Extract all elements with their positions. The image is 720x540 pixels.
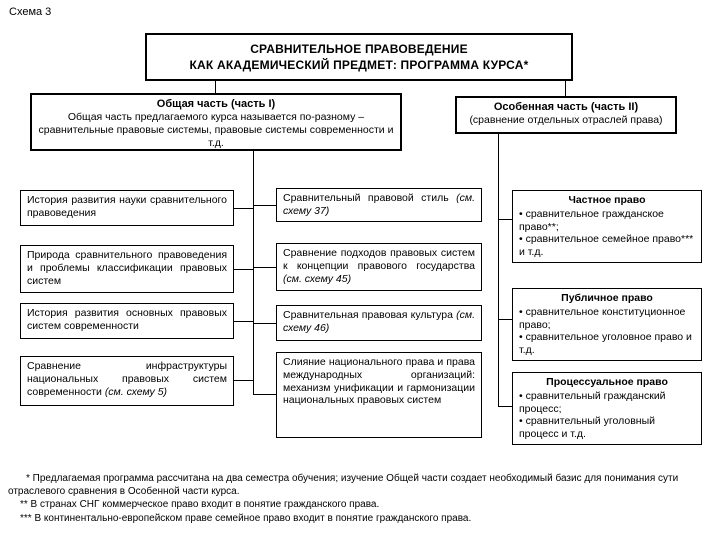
- scheme-reference: (см. схему 5): [104, 385, 168, 398]
- general-part-heading: Общая часть (часть I): [156, 98, 276, 110]
- connector-middle-branch-4: [253, 394, 276, 395]
- special-part-body: (сравнение отдельных отраслей права): [469, 114, 663, 127]
- branch-title: Частное право: [568, 194, 646, 206]
- branch-box-public-law: [512, 288, 702, 361]
- connector-left-branch-2: [234, 269, 253, 270]
- connector-general-spine: [253, 151, 254, 394]
- connector-left-branch-4: [234, 380, 253, 381]
- branch-title: Процессуальное право: [546, 376, 668, 388]
- branch-box-private-law: [512, 190, 702, 263]
- connector-left-branch-3: [234, 321, 253, 322]
- scheme-reference: (см. схему 37): [283, 192, 476, 217]
- topic-text: История развития науки сравнительного правоведения: [27, 194, 227, 219]
- theme-box-unification: [276, 352, 482, 438]
- topic-text: Природа сравнительного правоведения и проблемы классификации правовых систем: [27, 249, 227, 287]
- connector-right-branch-2: [498, 319, 512, 320]
- footnote-1: * Предлагаемая программа рассчитана на два семестра обучения; изучение Общей части создает необходимый базис для понимания сути отраслевого сравнения в Особенной части курса.: [8, 473, 679, 498]
- theme-box-legal-style: [276, 188, 482, 222]
- topic-text: Сравнение инфраструктуры национальных правовых систем современности: [27, 360, 227, 398]
- footnotes: [8, 472, 712, 525]
- theme-box-legal-culture: [276, 305, 482, 341]
- general-topic-box-nature-classification: [20, 245, 234, 293]
- general-part-header-box: [30, 93, 402, 151]
- general-topic-box-history-of-science: [20, 190, 234, 226]
- connector-special-spine: [498, 134, 499, 406]
- connector-middle-branch-3: [253, 323, 276, 324]
- footnote-3: *** В континентально-европейском праве семейное право входит в понятие гражданского права.: [20, 512, 472, 524]
- branch-item: • сравнительное семейное право*** и т.д.: [519, 233, 694, 259]
- connector-right-branch-3: [498, 406, 512, 407]
- title-line-2: КАК АКАДЕМИЧЕСКИЙ ПРЕДМЕТ: ПРОГРАММА КУРСА*: [189, 58, 529, 72]
- special-part-header-box: [455, 96, 677, 134]
- connector-middle-branch-1: [253, 205, 276, 206]
- general-part-body: Общая часть предлагаемого курса называется по-разному – сравнительные правовые системы, правовые системы современности и т.д.: [38, 111, 394, 149]
- branch-item: • сравнительное конституционное право;: [519, 305, 686, 331]
- scheme-label: Схема 3: [9, 6, 52, 18]
- footnote-2: ** В странах СНГ коммерческое право входит в понятие гражданского права.: [20, 499, 380, 511]
- general-topic-box-infrastructure: [20, 356, 234, 406]
- special-part-heading: Особенная часть (часть II): [493, 101, 639, 113]
- branch-item: • сравнительное гражданское право**;: [519, 207, 664, 233]
- theme-text: Сравнение подходов правовых систем к концепции правового государства: [283, 247, 475, 272]
- title-box: [145, 33, 573, 81]
- branch-title: Публичное право: [561, 292, 653, 304]
- title-line-1: СРАВНИТЕЛЬНОЕ ПРАВОВЕДЕНИЕ: [250, 41, 468, 56]
- scheme-reference: (см. схему 46): [283, 309, 476, 334]
- scheme-reference: (см. схему 45): [283, 272, 352, 285]
- connector-title-to-special: [565, 81, 566, 96]
- theme-box-rule-of-law: [276, 243, 482, 291]
- general-topic-box-history-of-systems: [20, 303, 234, 339]
- branch-box-procedural-law: [512, 372, 702, 445]
- theme-text: Сравнительная правовая культура: [283, 309, 453, 321]
- theme-text: Сравнительный правовой стиль: [283, 192, 449, 204]
- topic-text: История развития основных правовых систем современности: [27, 307, 227, 332]
- branch-item: • сравнительный гражданский процесс;: [519, 389, 666, 415]
- connector-middle-branch-2: [253, 267, 276, 268]
- connector-right-branch-1: [498, 219, 512, 220]
- connector-title-to-general: [215, 81, 216, 93]
- branch-item: • сравнительное уголовное право и т.д.: [519, 331, 692, 357]
- branch-item: • сравнительный уголовный процесс и т.д.: [519, 415, 656, 441]
- connector-left-branch-1: [234, 208, 253, 209]
- theme-text: Слияние национального права и права международных организаций: механизм унификации и гармонизации национальных правовых систем: [283, 356, 475, 407]
